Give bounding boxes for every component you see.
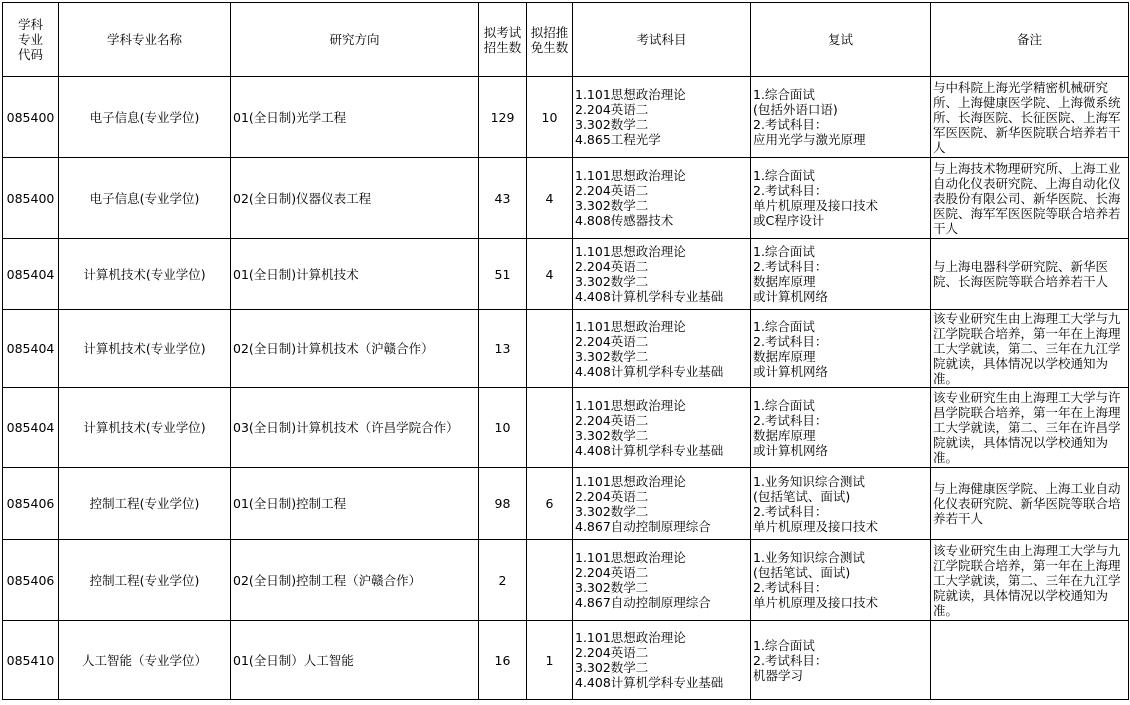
cell-retest: 1.业务知识综合测试 (包括笔试、面试) 2.考试科目： 单片机原理及接口技术 <box>751 540 931 621</box>
cell-exempt-quota <box>527 540 573 621</box>
cell-exam-subjects: 1.101思想政治理论 2.204英语二 3.302数学二 4.865工程光学 <box>573 77 751 158</box>
cell-name: 计算机技术(专业学位) <box>59 388 231 468</box>
cell-retest: 1.综合面试 2.考试科目： 数据库原理 或计算机网络 <box>751 310 931 388</box>
cell-exam-subjects: 1.101思想政治理论 2.204英语二 3.302数学二 4.408计算机学科专业基础 <box>573 239 751 310</box>
cell-exam-quota: 16 <box>479 621 527 700</box>
cell-exam-quota: 98 <box>479 468 527 540</box>
cell-code: 085400 <box>3 158 59 239</box>
cell-direction: 01(全日制）人工智能 <box>231 621 479 700</box>
cell-name: 计算机技术(专业学位) <box>59 239 231 310</box>
cell-exam-quota: 13 <box>479 310 527 388</box>
cell-exam-quota: 43 <box>479 158 527 239</box>
cell-exempt-quota: 6 <box>527 468 573 540</box>
cell-direction: 02(全日制)仪器仪表工程 <box>231 158 479 239</box>
cell-direction: 02(全日制)计算机技术（沪赣合作） <box>231 310 479 388</box>
cell-exam-quota: 51 <box>479 239 527 310</box>
cell-exempt-quota: 4 <box>527 158 573 239</box>
cell-notes: 该专业研究生由上海理工大学与许昌学院联合培养，第一年在上海理工大学就读，第二、三年在许昌学院就读，具体情况以学校通知为准。 <box>931 388 1129 468</box>
cell-name: 电子信息(专业学位) <box>59 77 231 158</box>
cell-retest: 1.业务知识综合测试 (包括笔试、面试) 2.考试科目： 单片机原理及接口技术 <box>751 468 931 540</box>
cell-exam-subjects: 1.101思想政治理论 2.204英语二 3.302数学二 4.408计算机学科专业基础 <box>573 310 751 388</box>
cell-retest: 1.综合面试 2.考试科目： 机器学习 <box>751 621 931 700</box>
header-name: 学科专业名称 <box>59 3 231 77</box>
cell-code: 085404 <box>3 310 59 388</box>
cell-code: 085406 <box>3 540 59 621</box>
cell-code: 085404 <box>3 239 59 310</box>
cell-direction: 02(全日制)控制工程（沪赣合作） <box>231 540 479 621</box>
cell-direction: 03(全日制)计算机技术（许昌学院合作） <box>231 388 479 468</box>
cell-retest: 1.综合面试 2.考试科目： 数据库原理 或计算机网络 <box>751 239 931 310</box>
cell-exam-quota: 129 <box>479 77 527 158</box>
cell-retest: 1.综合面试 2.考试科目： 单片机原理及接口技术 或C程序设计 <box>751 158 931 239</box>
cell-notes: 与上海电器科学研究院、新华医院、长海医院等联合培养若干人 <box>931 239 1129 310</box>
cell-notes: 与上海技术物理研究所、上海工业自动化仪表研究院、上海自动化仪表股份有限公司、新华医院、长海医院、海军军医医院等联合培养若干人 <box>931 158 1129 239</box>
cell-exempt-quota: 1 <box>527 621 573 700</box>
cell-exempt-quota <box>527 388 573 468</box>
cell-retest: 1.综合面试 (包括外语口语) 2.考试科目： 应用光学与激光原理 <box>751 77 931 158</box>
table-row <box>3 468 1129 540</box>
header-exempt-quota: 拟招推 免生数 <box>527 3 573 77</box>
admissions-table <box>2 2 1129 700</box>
table-row <box>3 388 1129 468</box>
table-row <box>3 310 1129 388</box>
cell-retest: 1.综合面试 2.考试科目： 数据库原理 或计算机网络 <box>751 388 931 468</box>
table-row <box>3 621 1129 700</box>
header-direction: 研究方向 <box>231 3 479 77</box>
cell-code: 085406 <box>3 468 59 540</box>
cell-direction: 01(全日制)光学工程 <box>231 77 479 158</box>
header-retest: 复试 <box>751 3 931 77</box>
cell-direction: 01(全日制)控制工程 <box>231 468 479 540</box>
table-row <box>3 77 1129 158</box>
table-row <box>3 540 1129 621</box>
cell-exempt-quota: 4 <box>527 239 573 310</box>
header-row <box>3 3 1129 77</box>
header-code: 学科 专业 代码 <box>3 3 59 77</box>
cell-name: 控制工程(专业学位) <box>59 468 231 540</box>
cell-notes: 该专业研究生由上海理工大学与九江学院联合培养，第一年在上海理工大学就读，第二、三年在九江学院就读，具体情况以学校通知为准。 <box>931 540 1129 621</box>
cell-notes: 与中科院上海光学精密机械研究所、上海健康医学院、上海微系统所、长海医院、长征医院、上海军军医医院、新华医院联合培养若干人 <box>931 77 1129 158</box>
header-exam-subjects: 考试科目 <box>573 3 751 77</box>
table-row <box>3 239 1129 310</box>
table-row <box>3 158 1129 239</box>
cell-name: 电子信息(专业学位) <box>59 158 231 239</box>
cell-exam-subjects: 1.101思想政治理论 2.204英语二 3.302数学二 4.408计算机学科专业基础 <box>573 388 751 468</box>
cell-exam-subjects: 1.101思想政治理论 2.204英语二 3.302数学二 4.808传感器技术 <box>573 158 751 239</box>
cell-exam-subjects: 1.101思想政治理论 2.204英语二 3.302数学二 4.408计算机学科专业基础 <box>573 621 751 700</box>
cell-code: 085404 <box>3 388 59 468</box>
cell-name: 人工智能（专业学位） <box>59 621 231 700</box>
cell-name: 计算机技术(专业学位) <box>59 310 231 388</box>
cell-code: 085400 <box>3 77 59 158</box>
cell-name: 控制工程(专业学位) <box>59 540 231 621</box>
cell-exam-subjects: 1.101思想政治理论 2.204英语二 3.302数学二 4.867自动控制原理综合 <box>573 468 751 540</box>
cell-exam-quota: 2 <box>479 540 527 621</box>
header-notes: 备注 <box>931 3 1129 77</box>
cell-exempt-quota: 10 <box>527 77 573 158</box>
cell-exam-quota: 10 <box>479 388 527 468</box>
cell-notes: 与上海健康医学院、上海工业自动化仪表研究院、新华医院等联合培养若干人 <box>931 468 1129 540</box>
cell-exempt-quota <box>527 310 573 388</box>
cell-code: 085410 <box>3 621 59 700</box>
cell-notes <box>931 621 1129 700</box>
cell-exam-subjects: 1.101思想政治理论 2.204英语二 3.302数学二 4.867自动控制原理综合 <box>573 540 751 621</box>
cell-notes: 该专业研究生由上海理工大学与九江学院联合培养，第一年在上海理工大学就读，第二、三年在九江学院就读，具体情况以学校通知为准。 <box>931 310 1129 388</box>
cell-direction: 01(全日制)计算机技术 <box>231 239 479 310</box>
header-exam-quota: 拟考试 招生数 <box>479 3 527 77</box>
